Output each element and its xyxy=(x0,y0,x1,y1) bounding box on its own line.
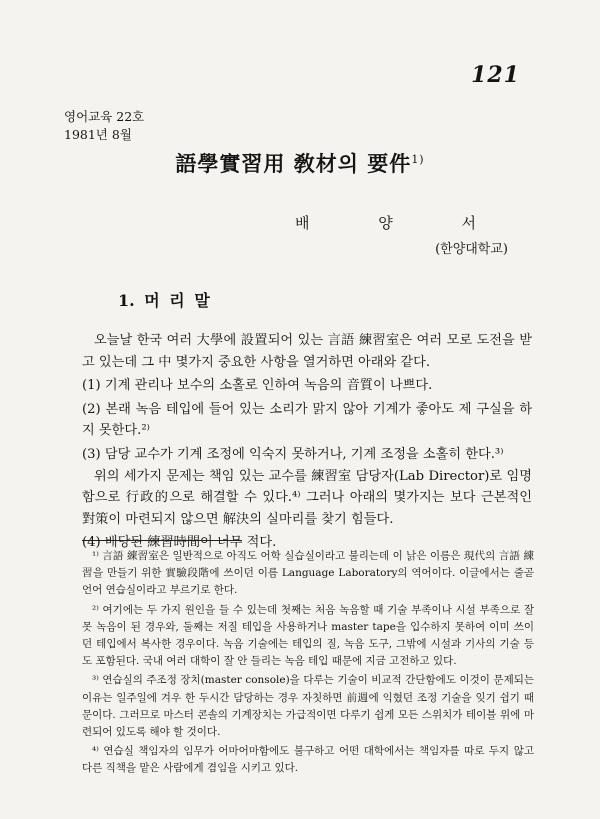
section-heading: 1. 머 리 말 xyxy=(118,291,210,310)
journal-issue: 영어교육 22호 xyxy=(64,109,145,124)
body-list-item: (2) 본래 녹음 테입에 들어 있는 소리가 맑지 않아 기계가 좋아도 제 구실을 하지 못한다.²⁾ xyxy=(82,401,532,439)
author-affiliation: (한양대학교) xyxy=(435,242,508,257)
body-paragraph: 오늘날 한국 여러 大學에 設置되어 있는 言語 練習室은 여러 모로 도전을 받고 있는데 그 中 몇가지 중요한 사항을 열거하면 아래와 같다. xyxy=(82,333,532,370)
title-footnote-mark: 1) xyxy=(411,153,425,166)
journal-date: 1981년 8월 xyxy=(64,127,132,142)
footnote: ²⁾ 여기에는 두 가지 원인을 들 수 있는데 첫째는 처음 녹음할 때 기술 부족이나 시설 부족으로 잘못 녹음이 된 경우와, 둘째는 저질 테입을 사용하거나 master tape을 입수하지 못하여 이미 쓰이던 테입에서 복사한 경우이다. 녹음 기술에는 테입의 질, 녹음 도구, 그밖에 시설과 기사의 기술 등도 포함된다. 국내 여러 대학이 잘 안 들리는 녹음 테입 때문에 지금 고전하고 있다. xyxy=(82,603,534,668)
page-number: 121 xyxy=(471,62,520,88)
footnote-divider xyxy=(82,540,242,541)
body-paragraph: 위의 세가지 문제는 책임 있는 교수를 練習室 담당자(Lab Director)로 임명함으로 行政的으로 해결할 수 있다.⁴⁾ 그러나 아래의 몇가지는 보다 근본적인 對策이 마련되지 않으면 解決의 실마리를 찾기 힘들다. xyxy=(82,468,532,527)
journal-info xyxy=(64,108,144,144)
footnote: ¹⁾ 言語 練習室은 일반적으로 아직도 어학 실습실이라고 불리는데 이 낡은 이름은 現代의 言語 練習을 만들기 위한 實驗段階에 쓰이던 이름 Language Laboratory의 역어이다. 이글에서는 줄곧 언어 연습실이라고 부르기로 한다. xyxy=(82,550,534,597)
article-title-text: 語學實習用 敎材의 要件 xyxy=(175,151,412,176)
footnote: ⁴⁾ 연습실 책임자의 임무가 어마어마함에도 불구하고 어떤 대학에서는 책임자를 따로 두지 않고 다른 직책을 맡은 사람에게 겸임을 시키고 있다. xyxy=(82,745,534,775)
footnotes xyxy=(82,548,534,780)
footnote: ³⁾ 연습실의 주조정 장치(master console)을 다루는 기술이 비교적 간단함에도 이것이 문제되는 이유는 일주일에 겨우 한 두시간 담당하는 경우 자칫하면 前週에 익혔던 조정 기술을 잊기 쉽기 때문이다. 그러므로 마스터 콘솔의 기계장치는 가급적이면 다루기 쉽게 모든 스위치가 테이블 위에 마련되어 있도록 해야 할 것이다. xyxy=(82,674,534,739)
body-list-item: (1) 기계 관리나 보수의 소홀로 인하여 녹음의 音質이 나쁘다. xyxy=(82,378,433,394)
body-list-item: (4) 배당된 練習時間이 너무 적다. xyxy=(82,535,277,551)
author-name: 배 양 서 xyxy=(294,214,508,232)
article-title xyxy=(0,148,600,178)
body-text xyxy=(82,330,532,554)
body-list-item: (3) 담당 교수가 기계 조정에 익숙지 못하거나, 기계 조정을 소홀히 한다.³⁾ xyxy=(82,446,504,462)
